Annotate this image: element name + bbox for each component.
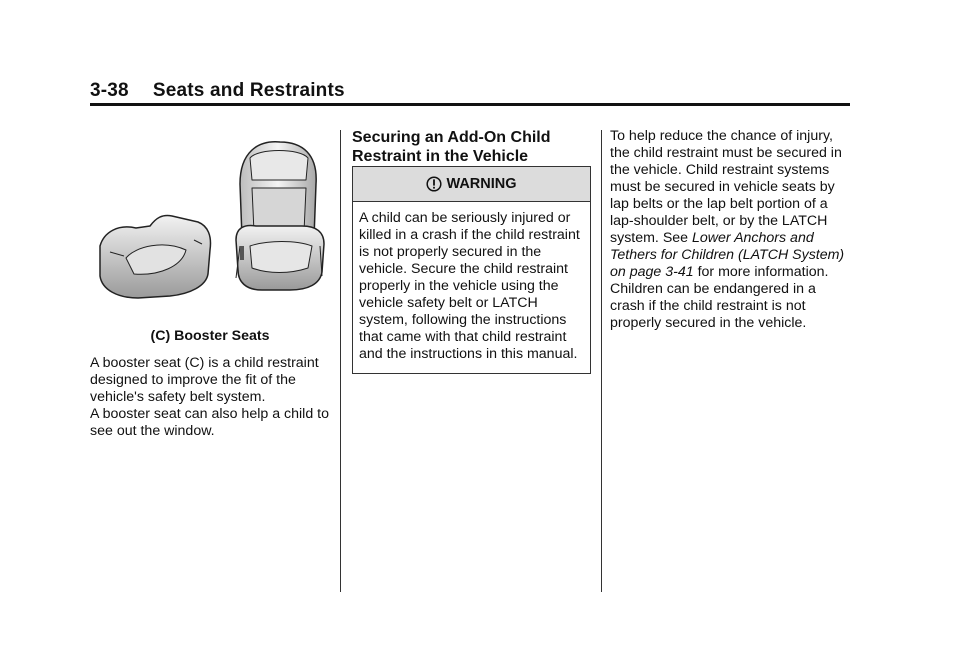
warning-label: WARNING	[446, 175, 517, 192]
warning-header	[353, 167, 590, 202]
paragraph: A booster seat (C) is a child restraint designed to improve the fit of the vehicle's safety belt system.	[90, 355, 319, 405]
column-divider-left	[340, 130, 341, 592]
section-title: Securing an Add-On Child Restraint in the Vehicle	[352, 129, 551, 165]
warning-text: A child can be seriously injured or killed in a crash if the child restraint is not properly secured in the vehicle. Secure the child restraint properly in the vehicle using the vehicle safety belt or LATCH system, following the instructions that came with that child restraint and the instructions in this manual.	[359, 210, 580, 362]
booster-seats-illustration	[90, 128, 330, 328]
paragraph: Children can be endangered in a crash if the child restraint is not properly secured in the vehicle.	[610, 281, 816, 331]
column-1	[90, 128, 330, 440]
paragraph-text: for more information.	[693, 264, 829, 280]
paragraph	[610, 128, 850, 281]
column-3	[610, 128, 850, 332]
high-back-booster-seat	[236, 142, 324, 290]
chapter-title: Seats and Restraints	[152, 80, 345, 101]
column-2	[352, 128, 592, 374]
cross-reference-link[interactable]: Lower Anchors and Tethers for Children (LATCH System) on page 3-41	[610, 230, 845, 280]
column-divider-right	[601, 130, 602, 592]
figure-caption: (C) Booster Seats	[150, 328, 270, 344]
paragraph: A booster seat can also help a child to see out the window.	[90, 406, 329, 439]
warning-box	[352, 166, 591, 374]
page-header	[90, 80, 345, 102]
booster-seats-figure	[90, 128, 330, 328]
paragraph-text: To help reduce the chance of injury, the child restraint must be secured in the vehicle. Child restraint systems must be secured in vehicle seats by lap belts or the lap belt portion of a lap-shoulder belt, or by the LATCH system. See	[610, 128, 842, 246]
page-number: 3-38	[90, 80, 129, 101]
header-rule	[90, 103, 850, 106]
backless-booster-seat	[100, 215, 211, 298]
warning-icon	[426, 176, 442, 192]
